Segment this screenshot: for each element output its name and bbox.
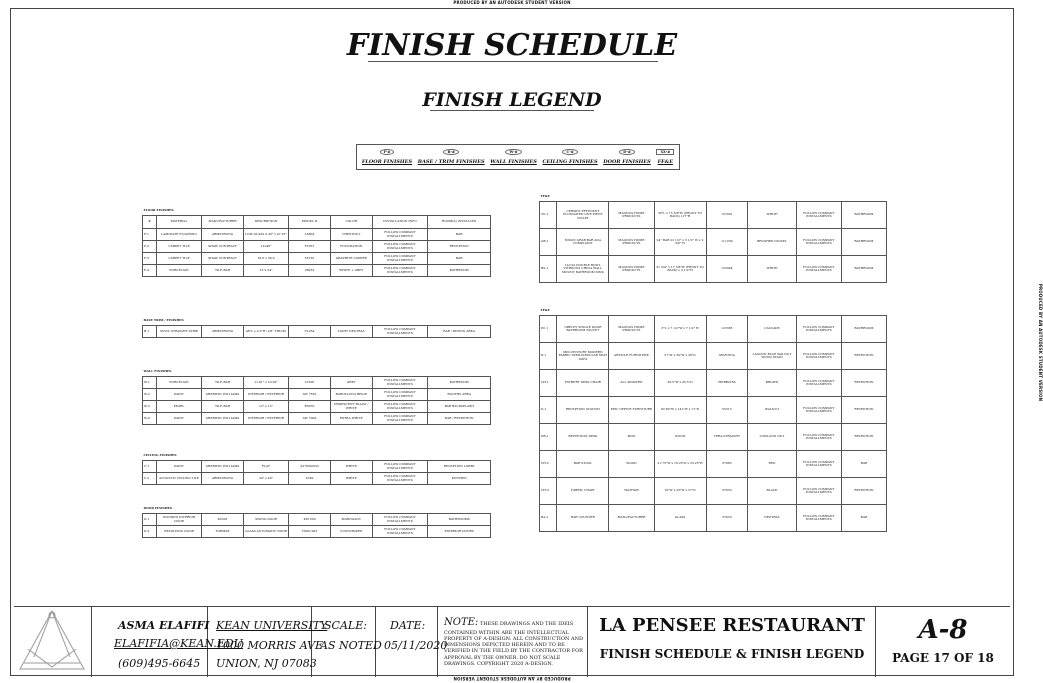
table-cell: GLASS AUTOMATIC DOOR — [243, 526, 288, 538]
date-value: 05/11/2020 — [384, 639, 448, 652]
table-cell: 12" x 12" — [243, 401, 288, 413]
table-row — [540, 451, 887, 478]
table-cell: BATHROOM — [841, 316, 886, 343]
legend-label: FF&E — [657, 159, 674, 165]
table-cell: FOLLOW COMPANY INSTALLMENTS — [796, 370, 841, 397]
table-row — [540, 202, 887, 229]
table-cell: KM 209 — [289, 514, 331, 526]
table-cell: 37633 — [706, 478, 748, 505]
legend-tag-symbol: W-# — [505, 149, 521, 155]
table-section-title — [143, 316, 491, 326]
table-cell: FOLLOW COMPANY INSTALLMENTS — [372, 413, 428, 425]
table-cell: SW 7530 — [289, 389, 331, 401]
table-cell: CHESTNUT — [330, 229, 372, 241]
table-cell: NIXON GRAB BAR ADA COMPLIANT — [557, 229, 609, 256]
column-header: COLOR — [330, 216, 372, 229]
table-cell: PC-1 — [540, 316, 557, 343]
table-cell: RECEPTION LOBBY — [428, 461, 491, 473]
table-cell: MAHOGANY — [330, 514, 372, 526]
table-cell: KITCHEN — [428, 473, 491, 485]
table-cell: TO-1 — [540, 202, 557, 229]
floor-finishes-table — [142, 206, 491, 277]
section-title: DOOR FINISHES — [143, 504, 491, 514]
table-cell: WOODEN INTERIOR DOOR — [156, 514, 201, 526]
table-cell: RECEPTION — [841, 424, 886, 451]
table-cell: FOLLOW COMPANY INSTALLMENTS — [796, 316, 841, 343]
table-section-title — [143, 206, 491, 216]
table-cell: FOLLOW COMPANY INSTALLMENTS — [796, 424, 841, 451]
table-cell: 12x48" — [243, 241, 288, 253]
table-cell: 5T267 — [289, 241, 331, 253]
table-cell: BARCELONA BEIGE — [330, 389, 372, 401]
table-cell: WAYFAIR — [609, 478, 654, 505]
table-cell: FOLLOW COMPANY INSTALLMENTS — [372, 389, 428, 401]
table-cell: 123385 — [706, 316, 748, 343]
table-cell: RECEPTION — [841, 478, 886, 505]
table-cell: FATHERY DESK CHAIR — [557, 370, 609, 397]
table-row — [143, 253, 491, 265]
table-cell: RECEPTION — [841, 370, 886, 397]
sheet-number: A-8 — [918, 615, 968, 645]
table-row — [143, 461, 491, 473]
table-cell: RED — [748, 451, 797, 478]
table-cell: VL254 — [289, 326, 331, 338]
table-section-title — [143, 367, 491, 377]
ceiling-finishes-table — [142, 451, 491, 485]
table-cell: D-1 — [540, 397, 557, 424]
legend-tag-symbol: F-# — [380, 149, 395, 155]
table-cell: CH-2 — [540, 451, 557, 478]
table-cell: D-1 — [143, 514, 157, 526]
student-version-stamp-bottom: PRODUCED BY AN AUTODESK STUDENT VERSION — [453, 676, 571, 681]
table-cell: 5T216 — [289, 253, 331, 265]
base-finishes-table — [142, 316, 491, 338]
date-cell — [376, 607, 448, 677]
table-cell: 9749 — [289, 473, 331, 485]
table-row — [540, 229, 887, 256]
designer-name: ASMA ELAFIFI — [118, 619, 210, 632]
table-cell: FOUNDATION — [330, 241, 372, 253]
legend-title: FINISH LEGEND — [422, 89, 602, 111]
table-cell: BAR BACKSPLASH — [428, 401, 491, 413]
table-cell: 37083 — [706, 451, 748, 478]
table-cell: DB-1 — [540, 424, 557, 451]
table-cell: FOLLOW COMPANY INSTALLMENTS — [796, 256, 841, 283]
table-cell: MAGNUS HOME PRODUCTS — [609, 202, 654, 229]
table-cell: GRAPHITE COPPER — [330, 253, 372, 265]
page-title: FINISH SCHEDULE — [346, 28, 678, 63]
table-cell: 21.75"W x 18.25"D x 33.25"H — [654, 451, 706, 478]
section-title: FLOOR FINISHES — [143, 206, 491, 216]
table-cell: PAINT — [156, 461, 201, 473]
legend-tag-symbol: XX-# — [656, 149, 674, 155]
table-cell: TILE BAR — [202, 265, 244, 277]
table-cell: WHITE — [330, 473, 372, 485]
legend-title-underline — [430, 110, 594, 111]
table-cell: FOLLOW COMPANY INSTALLMENTS — [372, 461, 428, 473]
table-cell: 55313 — [706, 397, 748, 424]
column-header: # — [143, 216, 157, 229]
table-cell: BAR — [428, 229, 491, 241]
table-cell: F-4 — [143, 265, 157, 277]
note-label: NOTE: — [444, 617, 479, 628]
table-cell: BATHROOM — [428, 265, 491, 277]
table-cell: BAR / DINING AREA — [428, 326, 491, 338]
table-cell: RECEPTION — [841, 343, 886, 370]
table-row — [143, 514, 491, 526]
note-block — [444, 617, 583, 667]
table-cell: LAMINATE FLOORING — [156, 229, 201, 241]
table-cell: 3"L x 7 1/2"W x 7 1/2" H — [654, 316, 706, 343]
table-cell: 24" BAR 22 1/2" x 3 1/2" W x 2 3/8" H — [654, 229, 706, 256]
table-cell: CH-3 — [540, 478, 557, 505]
legend-item-ceiling — [542, 149, 597, 165]
table-cell: 31 3/4" x 17 3/8"W (FRONT TO BACK) x 5 1/2"H — [654, 256, 706, 283]
table-cell: SEVENNA — [706, 343, 748, 370]
designer-info — [92, 607, 243, 677]
wall-finishes-table — [142, 367, 491, 425]
table-cell: BAR / RECEPTION — [428, 413, 491, 425]
table-row — [143, 473, 491, 485]
student-version-stamp-right: PRODUCED BY AN AUTODESK STUDENT VERSION — [1038, 283, 1043, 402]
table-row — [143, 241, 491, 253]
designer-phone: (609)495-6645 — [118, 657, 201, 670]
title-underline — [368, 61, 658, 62]
table-cell: SHERWIN WILLIAMS — [202, 389, 244, 401]
table-cell: WALNUT — [748, 397, 797, 424]
school-info — [208, 607, 328, 677]
table-cell: INTERIOR / EXTERIOR — [243, 389, 288, 401]
table-cell: 111239 — [706, 229, 748, 256]
table-cell: PEARL — [156, 401, 201, 413]
table-cell: LOWLAND NUT — [748, 424, 797, 451]
table-cell: C-1 — [143, 461, 157, 473]
table-cell: CH-1 — [540, 370, 557, 397]
scale-value: AS NOTED — [320, 639, 382, 652]
table-cell: BATHROOM — [428, 377, 491, 389]
table-cell: CARPET TILE — [156, 253, 201, 265]
table-cell: RECEPTION DESK — [557, 424, 609, 451]
date-label: DATE: — [390, 619, 426, 632]
table-cell: BAR — [841, 451, 886, 478]
table-cell: SWING DOOR — [243, 514, 288, 526]
table-cell: MAGNUS HOME PRODUCTS — [609, 316, 654, 343]
table-cell: W-4 — [143, 413, 157, 425]
table-cell: SHERWIN WILLIAMS — [202, 413, 244, 425]
table-cell: BRUSHED NICKEL — [748, 229, 797, 256]
legend-label: DOOR FINISHES — [603, 159, 651, 165]
table-cell: WHITE — [748, 202, 797, 229]
table-cell: 18.0 x 36.0 — [243, 253, 288, 265]
table-cell: PORCELAIN — [156, 265, 201, 277]
table-cell: ARMSTRONG — [202, 229, 244, 241]
table-row — [540, 478, 887, 505]
table-cell: FABRIC CHAIR — [557, 478, 609, 505]
table-cell: 57"W x 30"W x 30"D — [654, 343, 706, 370]
ffe-plumbing-table — [539, 192, 887, 283]
school-name: KEAN UNIVERSITY — [216, 619, 328, 632]
scale-label: SCALE: — [324, 619, 367, 632]
section-title: WALL FINISHES — [143, 367, 491, 377]
table-cell: ARTICLE FURNITURE — [609, 343, 654, 370]
table-cell: CASCADE — [748, 316, 797, 343]
table-cell: FOLLOW COMPANY INSTALLMENTS — [372, 377, 428, 389]
table-cell: B-1 — [143, 326, 157, 338]
column-header: MODEL # — [289, 216, 331, 229]
table-cell: B-1 — [540, 343, 557, 370]
table-cell: WHITE + GREY — [330, 265, 372, 277]
table-cell: BATHROOM — [841, 202, 886, 229]
table-cell: 37633 — [706, 505, 748, 532]
note-text: THESE DRAWINGS AND THE IDEIS CONTAINED WITHIN ARE THE INTELLECTUAL PROPERTY OF A-DESIGN. ALL CONSTRUCTION AND DIMENSIONS DEPICTED HEREIN AND TO BE VERIFIED IN THE FIELD BY THE CONTRACTOR FOR APPROVAL BY THE OWNER. DO NOT SCALE DRAWINGS. COPYRIGHT 2020 A-DESIGN. — [444, 621, 583, 667]
table-cell: 28033 — [289, 265, 331, 277]
table-cell: FOLLOW COMPANY INSTALLMENTS — [372, 526, 428, 538]
table-cell: BAR STOOL — [557, 451, 609, 478]
table-cell: GLASS — [654, 505, 706, 532]
table-cell: PAINT — [156, 389, 201, 401]
compass-square-logo-icon — [14, 607, 90, 675]
note-cell — [438, 607, 588, 677]
table-row — [143, 526, 491, 538]
logo-cell — [14, 607, 92, 677]
table-cell: A27W00053 — [289, 461, 331, 473]
table-cell: CERSEIT EFFICIENT ELONGATED ONE PIECE TOILET — [557, 202, 609, 229]
table-cell: FOLLOW COMPANY INSTALLMENTS — [372, 473, 428, 485]
table-cell: SHAW CONTRACT — [202, 241, 244, 253]
table-cell: BATHROOM — [841, 229, 886, 256]
table-cell: BATHROOM — [841, 256, 886, 283]
table-header-row — [143, 216, 491, 229]
table-cell: WEBB2256 — [706, 370, 748, 397]
table-cell: 36.5"W x 35.5"D — [654, 370, 706, 397]
table-cell: FOLLOW COMPANY INSTALLMENTS — [796, 505, 841, 532]
table-cell: RECEPTION — [428, 241, 491, 253]
table-row — [540, 256, 887, 283]
table-cell: BROWN — [748, 370, 797, 397]
legend-item-base — [418, 149, 485, 165]
legend-item-wall — [490, 149, 537, 165]
table-row — [143, 389, 491, 401]
table-cell: WHITE — [748, 256, 797, 283]
door-finishes-table — [142, 504, 491, 538]
table-section-title — [540, 306, 887, 316]
table-cell: R3070 — [289, 401, 331, 413]
table-cell: VINYL STRAIGHT STRIP — [156, 326, 201, 338]
table-cell: FLAT — [243, 461, 288, 473]
table-cell: FOLLOW COMPANY INSTALLMENTS — [796, 229, 841, 256]
table-cell: LIGHT NEUTRAL — [330, 326, 372, 338]
table-cell: C-2 — [143, 473, 157, 485]
table-row — [540, 370, 887, 397]
legend-tag-symbol: B-# — [443, 149, 458, 155]
table-cell: FOLLOW COMPANY INSTALLMENTS — [372, 253, 428, 265]
sheet-number-cell — [876, 607, 1010, 677]
designer-email: ELAFIFIA@KEAN.EDU — [114, 637, 243, 650]
table-cell: FOLLOW COMPANY INSTALLMENTS — [372, 229, 428, 241]
legend-item-floor — [362, 149, 412, 165]
table-cell: ARMSTRONG — [202, 473, 244, 485]
table-cell: INTERIOR / EXTERIOR — [243, 413, 288, 425]
ffe-furniture-table — [539, 306, 887, 532]
table-cell: FOLLOW COMPANY INSTALLMENTS — [372, 514, 428, 526]
table-row — [143, 326, 491, 338]
table-cell: MAGNUS HOME PRODUCTS — [609, 229, 654, 256]
column-header: MATERIAL — [156, 216, 201, 229]
table-cell: 48"L x 2.5"H (1/8" THICK) — [243, 326, 288, 338]
table-cell: F-2 — [143, 241, 157, 253]
table-cell: TX9O-903 — [289, 526, 331, 538]
table-cell: FOLLOW COMPANY INSTALLMENTS — [796, 478, 841, 505]
table-row — [143, 401, 491, 413]
table-cell: MANUFACTURER — [609, 505, 654, 532]
table-cell: W-1 — [143, 377, 157, 389]
table-cell: FOLLOW COMPANY INSTALLMENTS — [796, 451, 841, 478]
table-cell: LOW GLASS 0.43" x 47.25" — [243, 229, 288, 241]
table-cell: ARMSTRONG — [202, 326, 244, 338]
table-row — [143, 229, 491, 241]
legend-item-ffe — [656, 149, 674, 165]
page-count: PAGE 17 OF 18 — [892, 651, 994, 665]
table-cell: 137001 — [706, 202, 748, 229]
legend-tag-symbol: D-# — [619, 149, 635, 155]
title-block — [14, 606, 1010, 676]
table-cell: BAR — [841, 505, 886, 532]
table-cell: FOLLOW COMPANY INSTALLMENTS — [372, 401, 428, 413]
table-cell: 82.80"W x 141"W x 71"D — [654, 397, 706, 424]
table-cell: D-2 — [143, 526, 157, 538]
table-row — [143, 265, 491, 277]
table-cell: REVOLVING DOOR — [156, 526, 201, 538]
legend-label: CEILING FINISHES — [542, 159, 598, 165]
table-cell: PAINT — [156, 413, 201, 425]
table-cell: FOLLOW COMPANY INSTALLMENTS — [796, 397, 841, 424]
table-cell: F-1 — [143, 229, 157, 241]
table-row — [540, 343, 887, 370]
project-cell — [588, 607, 876, 677]
table-cell: GREY — [330, 377, 372, 389]
table-cell: LAGOON BLUE WALNUT WOOD STAIN — [748, 343, 797, 370]
table-cell: FOLLOW COMPANY INSTALLMENTS — [372, 326, 428, 338]
table-cell: MAGNUS HOME PRODUCTS — [609, 256, 654, 283]
table-cell: WHITE — [330, 461, 372, 473]
table-cell: IRIDESCENT BLACK / WHITE — [330, 401, 372, 413]
table-cell: SW 7006 — [289, 413, 331, 425]
table-cell: EXTRA WHITE — [330, 413, 372, 425]
table-cell: OBELEY SINGLE DOOR BATHROOM FAUCET — [557, 316, 609, 343]
table-section-title — [143, 504, 491, 514]
table-cell: BS-1 — [540, 256, 557, 283]
table-cell: FOLLOW COMPANY INSTALLMENTS — [372, 241, 428, 253]
table-cell: BATHROOMS — [428, 514, 491, 526]
table-cell: PORCELAIN — [156, 377, 201, 389]
legend-label: BASE / TRIM FINISHES — [417, 159, 485, 165]
table-cell: WOOD — [654, 424, 706, 451]
table-cell: BAR — [428, 253, 491, 265]
column-header: ROOM(S) INSTALLED — [428, 216, 491, 229]
section-title: CEILING FINISHES — [143, 451, 491, 461]
table-cell: BLACK — [748, 478, 797, 505]
table-cell: RECEPTION STATION — [557, 397, 609, 424]
table-row — [540, 424, 887, 451]
table-cell: MOD — [609, 424, 654, 451]
table-cell: TORMAX — [202, 526, 244, 538]
table-cell: SHERWIN WILLIAMS — [202, 461, 244, 473]
table-cell: 19"W x 23"W x 27"D — [654, 478, 706, 505]
table-cell: KNOX — [202, 514, 244, 526]
table-cell: W-3 — [143, 401, 157, 413]
table-cell: BA-1 — [540, 505, 557, 532]
table-cell: GB-1 — [540, 229, 557, 256]
table-row — [143, 413, 491, 425]
column-header: DESCRIPTION — [243, 216, 288, 229]
section-title: FF&E — [540, 192, 887, 202]
table-cell: BOOTHS AREA — [428, 389, 491, 401]
table-cell: MID-CENTURY MODERN FABRIC SEMI-CIRCULAR SEAT SOFA — [557, 343, 609, 370]
table-cell: EPIC OFFICE FURNITURE — [609, 397, 654, 424]
scale-cell — [312, 607, 382, 677]
table-cell: TILE BAR — [202, 377, 244, 389]
table-cell: FOLLOW COMPANY INSTALLMENTS — [796, 202, 841, 229]
table-cell: RECEPTION — [841, 397, 886, 424]
legend-tag-symbol: C-# — [562, 149, 577, 155]
table-cell: 24" x 48" — [243, 473, 288, 485]
school-address-line1: 1000 MORRIS AVE — [216, 639, 324, 652]
section-title: FF&E — [540, 306, 887, 316]
table-cell: 11.81" x 23.62" — [243, 377, 288, 389]
student-version-stamp-top: PRODUCED BY AN AUTODESK STUDENT VERSION — [453, 0, 571, 5]
table-row — [540, 505, 887, 532]
table-cell: TILE BAR — [202, 401, 244, 413]
legend-label: WALL FINISHES — [490, 159, 537, 165]
table-cell: NEUTRAL — [748, 505, 797, 532]
project-name: LA PENSEE RESTAURANT — [599, 615, 865, 636]
table-cell: TERA-STRAIGHT — [706, 424, 748, 451]
school-address-line2: UNION, NJ 07083 — [216, 657, 317, 670]
sheet-title: FINISH SCHEDULE & FINISH LEGEND — [599, 647, 865, 661]
table-cell: W-2 — [143, 389, 157, 401]
table-section-title — [143, 451, 491, 461]
legend-label: FLOOR FINISHES — [361, 159, 413, 165]
legend-item-door — [603, 149, 651, 165]
table-cell: L6604 — [289, 229, 331, 241]
table-section-title — [540, 192, 887, 202]
table-cell: ACOUSTIC CEILING TILE — [156, 473, 201, 485]
table-cell: BAR COUNTER — [557, 505, 609, 532]
column-header: MANUFACTURER — [202, 216, 244, 229]
column-header: INSTALLATION INFO — [372, 216, 428, 229]
table-cell: ALL MODERN — [609, 370, 654, 397]
table-cell: FOLLOW COMPANY INSTALLMENTS — [796, 343, 841, 370]
table-cell: CUSTOMIZED — [330, 526, 372, 538]
table-cell: LUCIA DOUBLE BOWL VITREOUS CHINA WALL MOUNT BATHROOM SINK — [557, 256, 609, 283]
table-cell: F-3 — [143, 253, 157, 265]
table-cell: 2310P — [289, 377, 331, 389]
table-cell: FOLLOW COMPANY INSTALLMENTS — [372, 265, 428, 277]
table-cell: SHAW CONTRACT — [202, 253, 244, 265]
table-cell: WOOD — [609, 451, 654, 478]
table-cell: EXTERIOR DOORS — [428, 526, 491, 538]
table-cell: CARPET TILE — [156, 241, 201, 253]
table-row — [143, 377, 491, 389]
table-cell: 132044 — [706, 256, 748, 283]
table-cell: 12"x 24" — [243, 265, 288, 277]
finish-legend — [356, 144, 680, 170]
section-title: BASE TRIM / FINISHES — [143, 316, 491, 326]
table-row — [540, 316, 887, 343]
table-cell: 30"L x 15 5/8"W (FRONT TO BACK) x17"H — [654, 202, 706, 229]
table-row — [540, 397, 887, 424]
